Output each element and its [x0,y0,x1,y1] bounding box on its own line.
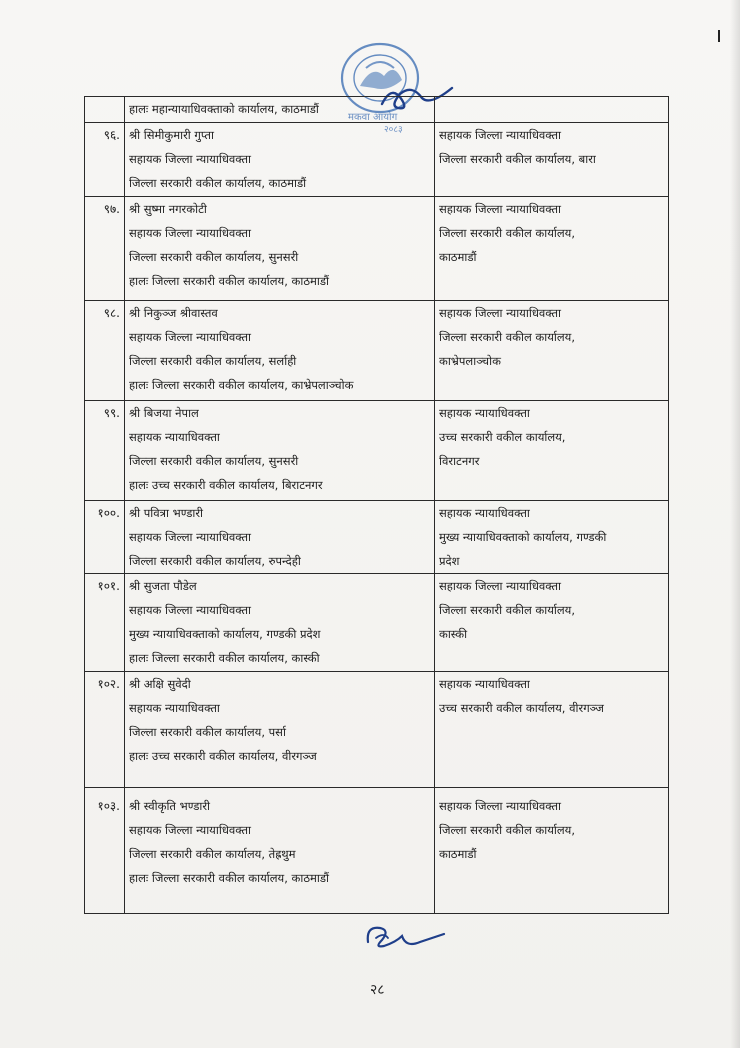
current-office: मुख्य न्यायाधिवक्ताको कार्यालय, गण्डकी प्रदेश [129,627,321,641]
header-note: हालः महान्यायाधिवक्ताको कार्यालय, काठमाडौं [129,102,319,116]
assigned-office: मुख्य न्यायाधिवक्ताको कार्यालय, गण्डकी [439,530,607,544]
table-header-note-row [85,97,669,123]
assigned-position: सहायक न्यायाधिवक्ता [439,506,530,520]
current-post-cell [125,574,435,672]
assigned-post-cell [435,401,669,501]
table-row [85,501,669,574]
assigned-office-location: विराटनगर [439,454,480,468]
current-position: सहायक जिल्ला न्यायाधिवक्ता [129,823,251,837]
assigned-office: उच्च सरकारी वकील कार्यालय, वीरगञ्ज [439,701,604,715]
current-office: जिल्ला सरकारी वकील कार्यालय, तेह्रथुम [129,847,296,861]
assigned-post-cell [435,501,669,574]
current-post-cell [125,301,435,401]
assigned-post-cell [435,788,669,914]
assigned-position: सहायक जिल्ला न्यायाधिवक्ता [439,202,561,216]
person-name: श्री स्वीकृति भण्डारी [129,799,211,813]
assigned-post-cell [435,574,669,672]
assigned-office-location: प्रदेश [439,554,460,568]
current-post-cell [125,401,435,501]
current-office: जिल्ला सरकारी वकील कार्यालय, सर्लाही [129,354,297,368]
table-cell-note [125,97,435,123]
assigned-post-cell [435,672,669,788]
current-position: सहायक जिल्ला न्यायाधिवक्ता [129,330,251,344]
assigned-position: सहायक न्यायाधिवक्ता [439,406,530,420]
assigned-office-location: काठमाडौं [439,250,477,264]
current-office: जिल्ला सरकारी वकील कार्यालय, सुनसरी [129,454,299,468]
person-name: श्री सुष्मा नगरकोटी [129,202,207,216]
temporary-office: हालः जिल्ला सरकारी वकील कार्यालय, काभ्रेपलाञ्चोक [129,378,354,392]
current-post-cell [125,788,435,914]
seal-arc-text: मकवा आयोग [348,112,398,123]
temporary-office: हालः जिल्ला सरकारी वकील कार्यालय, कास्की [129,651,320,665]
page-edge-mark [718,30,720,42]
table-row [85,574,669,672]
current-office: जिल्ला सरकारी वकील कार्यालय, सुनसरी [129,250,299,264]
current-position: सहायक जिल्ला न्यायाधिवक्ता [129,226,251,240]
row-number: ९९. [85,401,125,501]
assignment-table [84,96,669,914]
current-office: जिल्ला सरकारी वकील कार्यालय, काठमाडौं [129,176,307,190]
temporary-office: हालः उच्च सरकारी वकील कार्यालय, वीरगञ्ज [129,749,317,763]
table-row [85,123,669,197]
person-name: श्री निकुञ्ज श्रीवास्तव [129,306,218,320]
assigned-office-location: काभ्रेपलाञ्चोक [439,354,501,368]
assigned-office: जिल्ला सरकारी वकील कार्यालय, [439,823,575,837]
page-edge-shadow [730,0,740,1048]
assigned-post-cell [435,301,669,401]
assigned-position: सहायक न्यायाधिवक्ता [439,677,530,691]
table-row [85,672,669,788]
assigned-post-cell [435,197,669,301]
assigned-office-location: कास्की [439,627,468,641]
assigned-office: जिल्ला सरकारी वकील कार्यालय, [439,330,575,344]
assigned-post-cell [435,123,669,197]
assigned-position: सहायक जिल्ला न्यायाधिवक्ता [439,799,561,813]
person-name: श्री अक्षि सुवेदी [129,677,191,691]
row-number: १०१. [85,574,125,672]
row-number: १०२. [85,672,125,788]
temporary-office: हालः जिल्ला सरकारी वकील कार्यालय, काठमाडौं [129,274,329,288]
person-name: श्री सुजता पौडेल [129,579,197,593]
assigned-position: सहायक जिल्ला न्यायाधिवक्ता [439,579,561,593]
assigned-position: सहायक जिल्ला न्यायाधिवक्ता [439,306,561,320]
person-name: श्री सिमीकुमारी गुप्ता [129,128,214,142]
table-cell-empty [85,97,125,123]
assigned-office-location: काठमाडौं [439,847,477,861]
table-row [85,301,669,401]
current-office: जिल्ला सरकारी वकील कार्यालय, रुपन्देही [129,554,301,568]
temporary-office: हालः उच्च सरकारी वकील कार्यालय, बिराटनगर [129,478,323,492]
page-number: २८ [370,982,385,998]
current-post-cell [125,123,435,197]
assigned-office: उच्च सरकारी वकील कार्यालय, [439,430,566,444]
table-row [85,401,669,501]
table-cell-empty [435,97,669,123]
current-office: जिल्ला सरकारी वकील कार्यालय, पर्सा [129,725,286,739]
table-row [85,197,669,301]
person-name: श्री पवित्रा भण्डारी [129,506,204,520]
current-position: सहायक न्यायाधिवक्ता [129,430,220,444]
assigned-office: जिल्ला सरकारी वकील कार्यालय, [439,226,575,240]
current-position: सहायक जिल्ला न्यायाधिवक्ता [129,603,251,617]
person-name: श्री बिजया नेपाल [129,406,199,420]
signature-bottom [362,916,448,956]
assigned-office: जिल्ला सरकारी वकील कार्यालय, बारा [439,152,596,166]
current-post-cell [125,501,435,574]
current-position: सहायक न्यायाधिवक्ता [129,701,220,715]
row-number: ९८. [85,301,125,401]
row-number: ९७. [85,197,125,301]
row-number: १००. [85,501,125,574]
assigned-position: सहायक जिल्ला न्यायाधिवक्ता [439,128,561,142]
table-row [85,788,669,914]
row-number: १०३. [85,788,125,914]
current-post-cell [125,672,435,788]
seal-year: २०८३ [384,125,403,134]
row-number: ९६. [85,123,125,197]
assigned-office: जिल्ला सरकारी वकील कार्यालय, [439,603,575,617]
temporary-office: हालः जिल्ला सरकारी वकील कार्यालय, काठमाडौं [129,871,329,885]
current-position: सहायक जिल्ला न्यायाधिवक्ता [129,152,251,166]
current-post-cell [125,197,435,301]
current-position: सहायक जिल्ला न्यायाधिवक्ता [129,530,251,544]
